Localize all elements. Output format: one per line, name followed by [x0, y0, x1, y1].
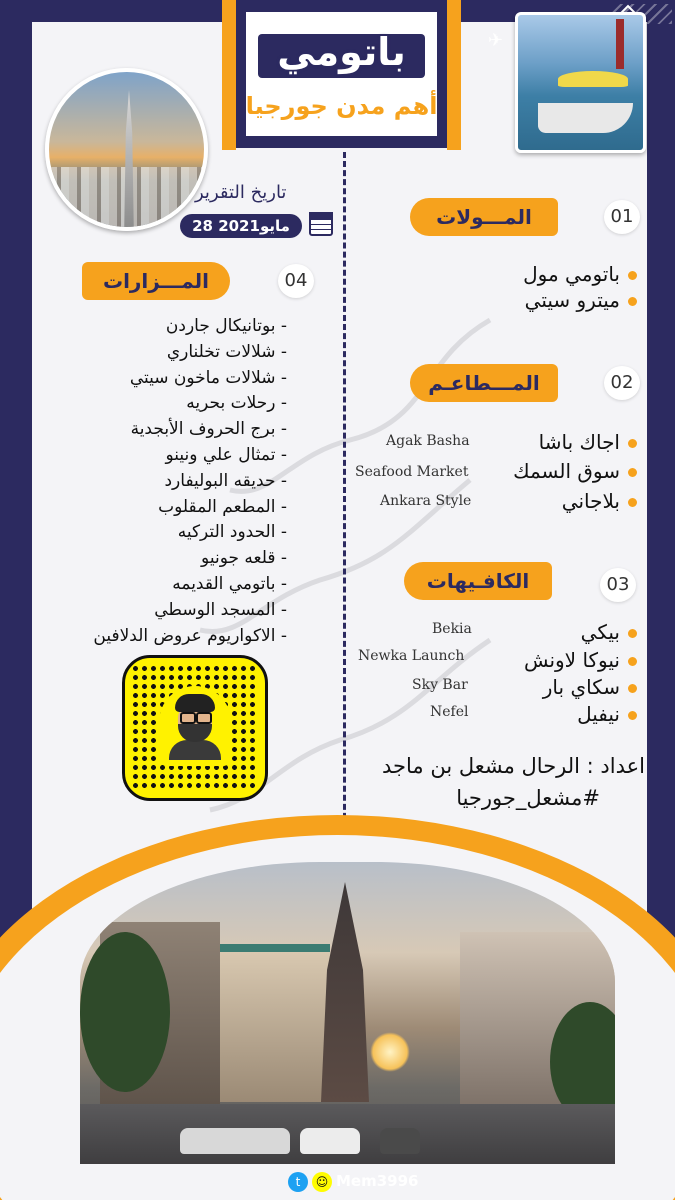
cafe-item: بيكي: [581, 620, 637, 644]
attraction-item: - بوتانيكال جاردن: [165, 316, 287, 336]
restaurant-english-name: Agak Basha: [386, 433, 470, 449]
tree: [80, 932, 170, 1092]
twitter-icon[interactable]: t: [288, 1172, 308, 1192]
section-malls: [410, 198, 650, 238]
attraction-item: - شلالات تخلناري: [166, 341, 287, 362]
section-restaurants-number: 02: [604, 366, 640, 400]
section-restaurants-title: المـــطاعـم: [410, 364, 558, 402]
section-cafes-title: الكافـيهات: [404, 562, 552, 600]
attraction-item: - برج الحروف الأبجدية: [130, 419, 287, 440]
bullet-icon: [628, 468, 637, 477]
car: [380, 1128, 420, 1154]
attraction-item: - الحدود التركيه: [177, 522, 287, 543]
section-attractions-number: 04: [278, 264, 314, 298]
calendar-icon: [309, 212, 333, 236]
attraction-item: - حديقه البوليفارد: [164, 470, 287, 491]
section-malls-title: المـــولات: [410, 198, 558, 236]
bullet-icon: [628, 657, 637, 666]
cafe-english-name: Bekia: [432, 621, 472, 637]
bullet-icon: [628, 498, 637, 507]
attraction-item: - المسجد الوسطي: [154, 599, 287, 620]
batumi-street-photo: [80, 862, 615, 1164]
section-attractions: [82, 262, 317, 302]
title-strip-right: [447, 0, 461, 150]
restaurant-item: سوق السمك: [513, 459, 637, 483]
page-subtitle: أهم مدن جورجيا: [245, 92, 438, 120]
cafe-item: نيفيل: [577, 702, 637, 726]
sunset: [370, 1032, 410, 1072]
attraction-item: - شلالات ماخون سيتي: [129, 367, 287, 388]
cafe-item: نيوكا لاونش: [524, 648, 637, 672]
boat-canopy: [558, 71, 628, 87]
section-malls-number: 01: [604, 200, 640, 234]
attraction-item: - باتومي القديمه: [172, 574, 287, 594]
author-credit: اعداد : الرحال مشعل بن ماجد: [382, 754, 645, 778]
bitmoji-avatar: [169, 694, 221, 760]
car: [180, 1128, 290, 1154]
title-strip-left: [222, 0, 236, 150]
restaurant-item: اجاك باشا: [539, 430, 637, 454]
bullet-icon: [628, 629, 637, 638]
attraction-item: - رحلات بحريه: [186, 393, 287, 414]
mall-item: باتومي مول: [523, 262, 637, 286]
title-card: [236, 0, 447, 148]
snapcode[interactable]: [122, 655, 268, 801]
car: [300, 1128, 360, 1154]
boat-hull: [538, 103, 633, 133]
section-attractions-title: المـــزارات: [82, 262, 230, 300]
page-title: باتومي: [277, 30, 406, 74]
center-divider: [343, 152, 346, 837]
hashtag: #مشعل_جورجيا: [456, 786, 600, 810]
report-date: 28 مايو2021: [180, 214, 302, 238]
bullet-icon: [628, 684, 637, 693]
batumi-tower-photo: [45, 68, 208, 231]
section-cafes-number: 03: [600, 568, 636, 602]
boat-photo: [515, 12, 646, 153]
restaurant-english-name: Ankara Style: [380, 493, 472, 509]
section-restaurants: [410, 364, 650, 404]
bullet-icon: [628, 297, 637, 306]
cafe-item: سكاي بار: [543, 675, 637, 699]
bullet-icon: [628, 271, 637, 280]
attraction-item: - تمثال علي ونينو: [165, 445, 287, 465]
bullet-icon: [628, 439, 637, 448]
cafe-english-name: Sky Bar: [412, 677, 468, 693]
restaurant-item: بلاجاني: [562, 489, 637, 513]
restaurant-english-name: Seafood Market: [355, 464, 469, 480]
cafe-english-name: Nefel: [430, 704, 469, 720]
section-cafes: [404, 562, 650, 602]
bullet-icon: [628, 711, 637, 720]
alphabet-tower: [616, 19, 624, 69]
airplane-icon: ✈: [488, 30, 504, 51]
attraction-item: - الاكواريوم عروض الدلافين: [93, 625, 287, 646]
cafe-english-name: Newka Launch: [358, 648, 465, 664]
mall-item: ميترو سيتي: [525, 288, 637, 312]
attraction-item: - المطعم المقلوب: [158, 496, 287, 517]
building: [220, 952, 330, 1102]
snapchat-icon[interactable]: ☺: [312, 1172, 332, 1192]
attraction-item: - قلعه جونيو: [201, 548, 287, 569]
social-handle[interactable]: Mem3996: [336, 1172, 419, 1190]
report-date-label: تاريخ التقرير: [195, 182, 287, 203]
